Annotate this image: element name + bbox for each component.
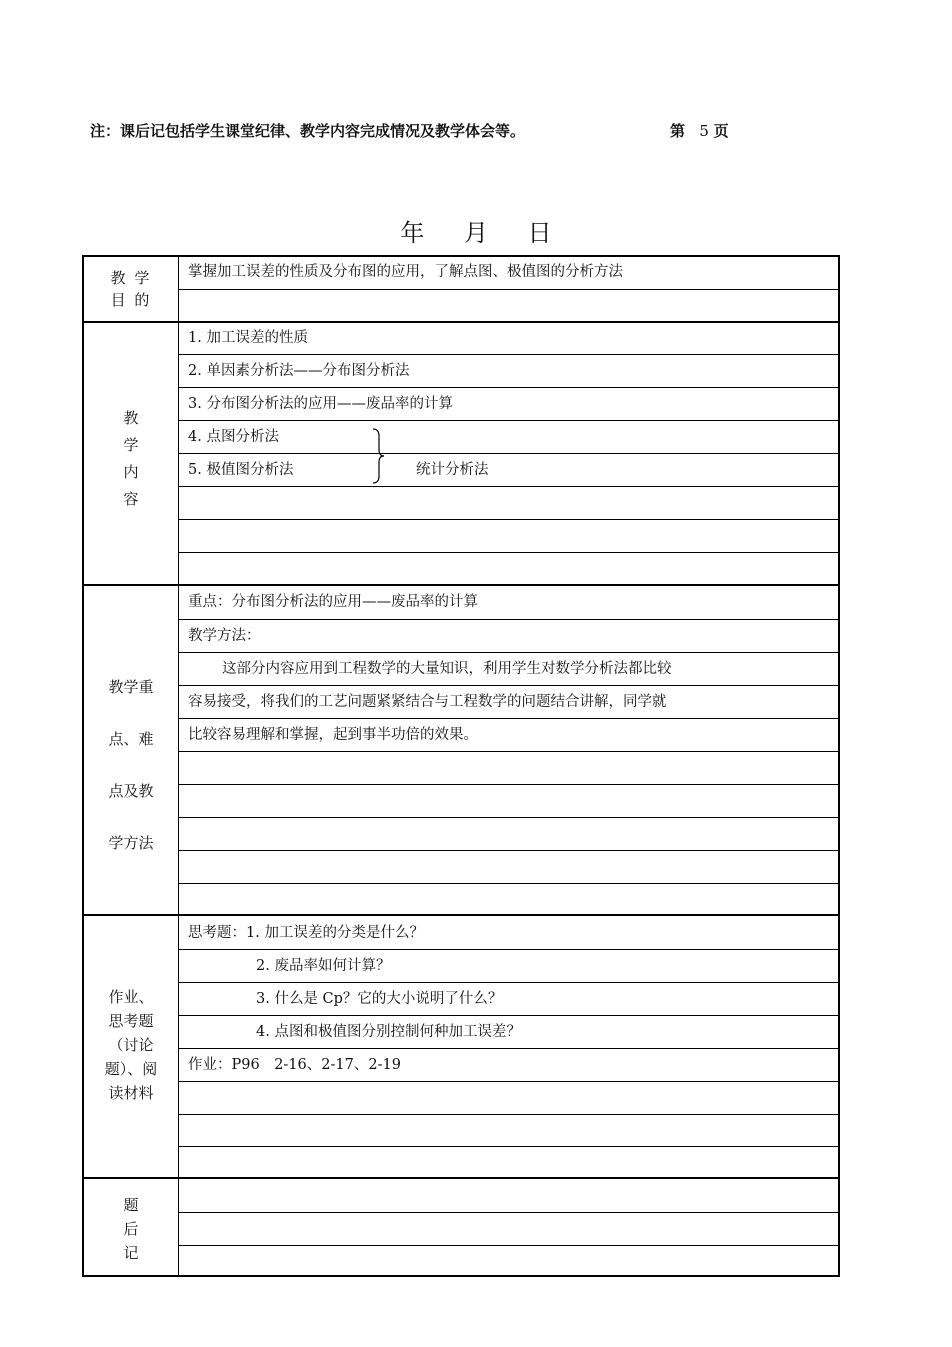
content-row: 2. 单因素分析法——分布图分析法 [188, 363, 410, 379]
lesson-plan-table [82, 255, 840, 1277]
row-divider [178, 519, 838, 520]
date-month: 月 [464, 219, 488, 247]
key-points-row: 教学方法： [188, 628, 261, 644]
row-divider [178, 354, 838, 355]
date-line [0, 213, 952, 248]
label-objective: 教 学 目 的 [110, 269, 152, 309]
content-row: 1. 加工误差的性质 [188, 330, 308, 346]
key-points-row: 比较容易理解和掌握，起到事半功倍的效果。 [188, 727, 478, 743]
page-number [670, 120, 729, 141]
row-divider [178, 751, 838, 752]
objective-row: 掌握加工误差的性质及分布图的应用，了解点图、极值图的分析方法 [188, 264, 623, 280]
column-divider [178, 257, 179, 1275]
homework-row: 2. 废品率如何计算？ [256, 958, 391, 974]
row-divider [178, 718, 838, 719]
row-divider [178, 1245, 838, 1246]
key-points-row: 容易接受，将我们的工艺问题紧紧结合与工程数学的问题结合讲解，同学就 [188, 694, 667, 710]
row-divider [178, 552, 838, 553]
brace-note: 统计分析法 [416, 462, 489, 478]
row-divider [178, 289, 838, 290]
label-key-points: 教学重 点、难 点及教 学方法 [108, 678, 154, 852]
row-divider [178, 685, 838, 686]
homework-row: 思考题：1. 加工误差的分类是什么？ [188, 925, 424, 941]
brace-icon [372, 428, 386, 484]
row-divider [178, 1048, 838, 1049]
row-divider [178, 982, 838, 983]
section-divider [84, 914, 838, 916]
row-divider [178, 420, 838, 421]
content-row: 4. 点图分析法 [188, 429, 279, 445]
key-points-row: 重点：分布图分析法的应用——废品率的计算 [188, 594, 478, 610]
row-divider [178, 486, 838, 487]
section-divider [84, 584, 838, 586]
content-row: 5. 极值图分析法 [188, 462, 294, 478]
row-divider [178, 453, 838, 454]
date-day: 日 [527, 219, 552, 247]
row-divider [178, 850, 838, 851]
content-row: 3. 分布图分析法的应用——废品率的计算 [188, 396, 453, 412]
section-divider [84, 1177, 838, 1179]
homework-row: 4. 点图和极值图分别控制何种加工误差？ [256, 1024, 521, 1040]
row-divider [178, 883, 838, 884]
label-content: 教 学 内 容 [123, 409, 139, 508]
row-divider [178, 1114, 838, 1115]
row-divider [178, 652, 838, 653]
label-afterword: 题 后 记 [123, 1196, 139, 1262]
row-divider [178, 949, 838, 950]
page-number-value: 5 [699, 122, 709, 140]
row-divider [178, 619, 838, 620]
homework-row: 3. 什么是 Cp？它的大小说明了什么？ [256, 991, 503, 1007]
footer-note: 注：课后记包括学生课堂纪律、教学内容完成情况及教学体会等。 [90, 122, 526, 140]
row-divider [178, 1015, 838, 1016]
key-points-row: 这部分内容应用到工程数学的大量知识，利用学生对数学分析法都比较 [222, 661, 672, 677]
page-suffix: 页 [713, 122, 729, 140]
row-divider [178, 817, 838, 818]
date-year: 年 [400, 219, 425, 247]
section-divider [84, 321, 838, 323]
row-divider [178, 387, 838, 388]
label-homework: 作业、 思考题 （讨论 题）、阅 读材料 [104, 988, 158, 1102]
homework-row: 作业：P96 2-16、2-17、2-19 [188, 1057, 401, 1073]
row-divider [178, 784, 838, 785]
row-divider [178, 1146, 838, 1147]
row-divider [178, 1081, 838, 1082]
row-divider [178, 1212, 838, 1213]
page-prefix: 第 [670, 122, 686, 140]
